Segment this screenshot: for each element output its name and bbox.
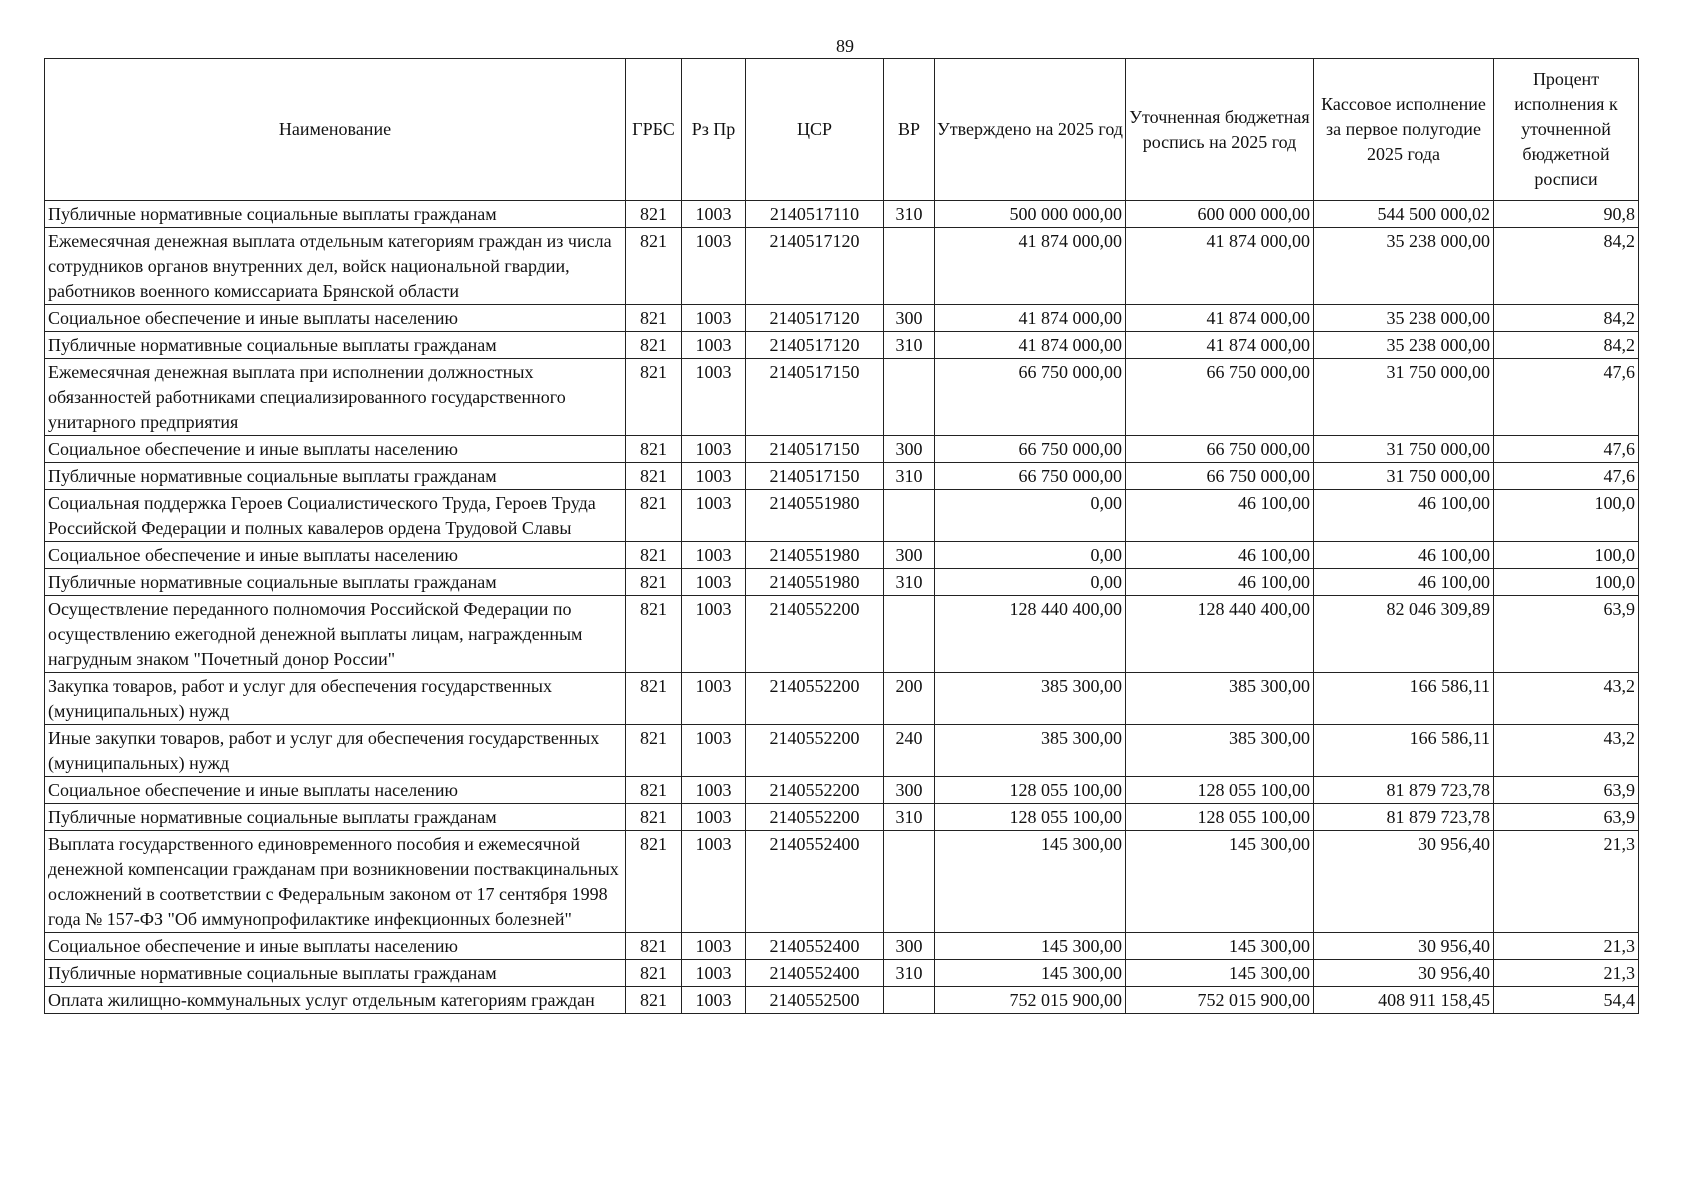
cell-cash: 46 100,00	[1314, 490, 1494, 542]
cell-percent: 21,3	[1494, 933, 1639, 960]
table-header	[45, 59, 1639, 201]
cell-csr: 2140552400	[746, 960, 884, 987]
cell-refined: 46 100,00	[1126, 490, 1314, 542]
cell-name: Выплата государственного единовременного пособия и ежемесячной денежной компенсации гражданам при возникновении поствакцинальных осложнений в соответствии с Федеральным законом от 17 сентября 1998 года № 157-ФЗ "Об иммунопрофилактике инфекционных болезней"	[45, 831, 626, 933]
cell-percent: 84,2	[1494, 228, 1639, 305]
header-row	[45, 59, 1639, 201]
cell-percent: 100,0	[1494, 542, 1639, 569]
cell-name: Социальное обеспечение и иные выплаты населению	[45, 777, 626, 804]
cell-rzpr: 1003	[682, 960, 746, 987]
cell-refined: 41 874 000,00	[1126, 228, 1314, 305]
cell-cash: 30 956,40	[1314, 960, 1494, 987]
cell-percent: 90,8	[1494, 201, 1639, 228]
cell-rzpr: 1003	[682, 596, 746, 673]
header-grbs: ГРБС	[626, 59, 682, 201]
cell-refined: 385 300,00	[1126, 673, 1314, 725]
cell-csr: 2140517150	[746, 359, 884, 436]
cell-vr	[884, 490, 935, 542]
cell-name: Публичные нормативные социальные выплаты гражданам	[45, 463, 626, 490]
header-cash: Кассовое исполнение за первое полугодие 2025 года	[1314, 59, 1494, 201]
cell-vr: 310	[884, 569, 935, 596]
cell-percent: 43,2	[1494, 725, 1639, 777]
cell-grbs: 821	[626, 201, 682, 228]
cell-approved: 145 300,00	[935, 960, 1126, 987]
cell-vr: 240	[884, 725, 935, 777]
cell-name: Оплата жилищно-коммунальных услуг отдельным категориям граждан	[45, 987, 626, 1014]
cell-grbs: 821	[626, 777, 682, 804]
cell-percent: 47,6	[1494, 359, 1639, 436]
cell-name: Ежемесячная денежная выплата отдельным категориям граждан из числа сотрудников органов внутренних дел, войск национальной гвардии, работников военного комиссариата Брянской области	[45, 228, 626, 305]
cell-cash: 46 100,00	[1314, 569, 1494, 596]
table-row	[45, 359, 1639, 436]
cell-approved: 128 055 100,00	[935, 777, 1126, 804]
cell-csr: 2140517120	[746, 332, 884, 359]
budget-table	[44, 58, 1639, 1014]
table-row	[45, 569, 1639, 596]
header-approved: Утверждено на 2025 год	[935, 59, 1126, 201]
cell-vr: 300	[884, 933, 935, 960]
header-name: Наименование	[45, 59, 626, 201]
cell-rzpr: 1003	[682, 201, 746, 228]
cell-vr: 300	[884, 436, 935, 463]
cell-rzpr: 1003	[682, 725, 746, 777]
cell-percent: 63,9	[1494, 777, 1639, 804]
cell-grbs: 821	[626, 933, 682, 960]
cell-refined: 66 750 000,00	[1126, 359, 1314, 436]
cell-name: Иные закупки товаров, работ и услуг для обеспечения государственных (муниципальных) нужд	[45, 725, 626, 777]
cell-approved: 66 750 000,00	[935, 359, 1126, 436]
cell-approved: 0,00	[935, 569, 1126, 596]
cell-cash: 35 238 000,00	[1314, 305, 1494, 332]
cell-cash: 408 911 158,45	[1314, 987, 1494, 1014]
table-row	[45, 596, 1639, 673]
cell-cash: 35 238 000,00	[1314, 228, 1494, 305]
cell-csr: 2140517120	[746, 228, 884, 305]
cell-vr	[884, 228, 935, 305]
table-row	[45, 201, 1639, 228]
cell-refined: 41 874 000,00	[1126, 332, 1314, 359]
cell-refined: 46 100,00	[1126, 569, 1314, 596]
table-row	[45, 542, 1639, 569]
cell-vr	[884, 359, 935, 436]
cell-name: Социальное обеспечение и иные выплаты населению	[45, 305, 626, 332]
cell-grbs: 821	[626, 228, 682, 305]
table-row	[45, 960, 1639, 987]
cell-grbs: 821	[626, 673, 682, 725]
cell-rzpr: 1003	[682, 987, 746, 1014]
cell-cash: 81 879 723,78	[1314, 804, 1494, 831]
cell-vr	[884, 831, 935, 933]
cell-rzpr: 1003	[682, 831, 746, 933]
table-row	[45, 777, 1639, 804]
cell-csr: 2140551980	[746, 542, 884, 569]
table-row	[45, 831, 1639, 933]
cell-cash: 31 750 000,00	[1314, 436, 1494, 463]
cell-grbs: 821	[626, 359, 682, 436]
cell-refined: 600 000 000,00	[1126, 201, 1314, 228]
table-row	[45, 436, 1639, 463]
cell-cash: 35 238 000,00	[1314, 332, 1494, 359]
cell-grbs: 821	[626, 569, 682, 596]
cell-approved: 41 874 000,00	[935, 305, 1126, 332]
table-row	[45, 673, 1639, 725]
cell-grbs: 821	[626, 831, 682, 933]
table-row	[45, 305, 1639, 332]
page-number: 89	[836, 36, 854, 56]
cell-csr: 2140552200	[746, 777, 884, 804]
cell-approved: 41 874 000,00	[935, 332, 1126, 359]
cell-grbs: 821	[626, 804, 682, 831]
cell-percent: 63,9	[1494, 596, 1639, 673]
cell-refined: 752 015 900,00	[1126, 987, 1314, 1014]
cell-rzpr: 1003	[682, 228, 746, 305]
cell-percent: 84,2	[1494, 332, 1639, 359]
cell-rzpr: 1003	[682, 305, 746, 332]
cell-rzpr: 1003	[682, 490, 746, 542]
cell-percent: 47,6	[1494, 436, 1639, 463]
cell-approved: 66 750 000,00	[935, 463, 1126, 490]
cell-vr: 310	[884, 463, 935, 490]
cell-csr: 2140552500	[746, 987, 884, 1014]
table-row	[45, 804, 1639, 831]
header-csr: ЦСР	[746, 59, 884, 201]
cell-rzpr: 1003	[682, 359, 746, 436]
cell-csr: 2140517150	[746, 436, 884, 463]
cell-vr: 300	[884, 777, 935, 804]
cell-rzpr: 1003	[682, 673, 746, 725]
cell-rzpr: 1003	[682, 542, 746, 569]
cell-refined: 66 750 000,00	[1126, 463, 1314, 490]
cell-approved: 752 015 900,00	[935, 987, 1126, 1014]
cell-refined: 128 055 100,00	[1126, 777, 1314, 804]
cell-grbs: 821	[626, 332, 682, 359]
cell-refined: 145 300,00	[1126, 933, 1314, 960]
cell-csr: 2140552200	[746, 673, 884, 725]
cell-percent: 43,2	[1494, 673, 1639, 725]
cell-refined: 41 874 000,00	[1126, 305, 1314, 332]
cell-approved: 66 750 000,00	[935, 436, 1126, 463]
header-rzpr: Рз Пр	[682, 59, 746, 201]
cell-csr: 2140517150	[746, 463, 884, 490]
table-row	[45, 987, 1639, 1014]
cell-percent: 21,3	[1494, 831, 1639, 933]
cell-name: Закупка товаров, работ и услуг для обеспечения государственных (муниципальных) нужд	[45, 673, 626, 725]
cell-refined: 46 100,00	[1126, 542, 1314, 569]
cell-cash: 81 879 723,78	[1314, 777, 1494, 804]
cell-vr: 300	[884, 542, 935, 569]
table-row	[45, 228, 1639, 305]
cell-approved: 0,00	[935, 490, 1126, 542]
cell-vr: 200	[884, 673, 935, 725]
cell-refined: 145 300,00	[1126, 960, 1314, 987]
cell-vr: 310	[884, 804, 935, 831]
cell-percent: 47,6	[1494, 463, 1639, 490]
cell-rzpr: 1003	[682, 777, 746, 804]
table-row	[45, 463, 1639, 490]
cell-grbs: 821	[626, 463, 682, 490]
table-row	[45, 725, 1639, 777]
cell-approved: 41 874 000,00	[935, 228, 1126, 305]
cell-approved: 128 440 400,00	[935, 596, 1126, 673]
cell-approved: 385 300,00	[935, 673, 1126, 725]
cell-cash: 166 586,11	[1314, 673, 1494, 725]
cell-percent: 84,2	[1494, 305, 1639, 332]
cell-refined: 145 300,00	[1126, 831, 1314, 933]
cell-rzpr: 1003	[682, 436, 746, 463]
cell-rzpr: 1003	[682, 332, 746, 359]
cell-grbs: 821	[626, 725, 682, 777]
cell-grbs: 821	[626, 960, 682, 987]
cell-cash: 31 750 000,00	[1314, 359, 1494, 436]
cell-percent: 100,0	[1494, 569, 1639, 596]
cell-cash: 46 100,00	[1314, 542, 1494, 569]
cell-vr: 310	[884, 201, 935, 228]
cell-grbs: 821	[626, 596, 682, 673]
table-row	[45, 332, 1639, 359]
cell-rzpr: 1003	[682, 569, 746, 596]
cell-percent: 21,3	[1494, 960, 1639, 987]
cell-refined: 66 750 000,00	[1126, 436, 1314, 463]
table-row	[45, 490, 1639, 542]
cell-csr: 2140551980	[746, 490, 884, 542]
table-row	[45, 933, 1639, 960]
cell-csr: 2140552200	[746, 596, 884, 673]
cell-approved: 145 300,00	[935, 933, 1126, 960]
cell-approved: 145 300,00	[935, 831, 1126, 933]
cell-rzpr: 1003	[682, 804, 746, 831]
cell-grbs: 821	[626, 305, 682, 332]
cell-refined: 128 055 100,00	[1126, 804, 1314, 831]
cell-name: Публичные нормативные социальные выплаты гражданам	[45, 332, 626, 359]
cell-percent: 54,4	[1494, 987, 1639, 1014]
cell-csr: 2140551980	[746, 569, 884, 596]
cell-vr	[884, 987, 935, 1014]
cell-csr: 2140517110	[746, 201, 884, 228]
cell-refined: 128 440 400,00	[1126, 596, 1314, 673]
cell-csr: 2140552200	[746, 804, 884, 831]
cell-approved: 500 000 000,00	[935, 201, 1126, 228]
cell-name: Публичные нормативные социальные выплаты гражданам	[45, 201, 626, 228]
cell-name: Социальное обеспечение и иные выплаты населению	[45, 933, 626, 960]
cell-cash: 544 500 000,02	[1314, 201, 1494, 228]
cell-name: Публичные нормативные социальные выплаты гражданам	[45, 569, 626, 596]
cell-cash: 166 586,11	[1314, 725, 1494, 777]
cell-csr: 2140552400	[746, 831, 884, 933]
cell-name: Публичные нормативные социальные выплаты гражданам	[45, 960, 626, 987]
cell-percent: 100,0	[1494, 490, 1639, 542]
header-vr: ВР	[884, 59, 935, 201]
cell-cash: 31 750 000,00	[1314, 463, 1494, 490]
cell-cash: 30 956,40	[1314, 831, 1494, 933]
cell-cash: 82 046 309,89	[1314, 596, 1494, 673]
cell-approved: 128 055 100,00	[935, 804, 1126, 831]
cell-vr: 310	[884, 960, 935, 987]
cell-grbs: 821	[626, 542, 682, 569]
cell-name: Ежемесячная денежная выплата при исполнении должностных обязанностей работниками специализированного государственного унитарного предприятия	[45, 359, 626, 436]
cell-grbs: 821	[626, 987, 682, 1014]
cell-name: Социальное обеспечение и иные выплаты населению	[45, 542, 626, 569]
cell-refined: 385 300,00	[1126, 725, 1314, 777]
cell-vr: 300	[884, 305, 935, 332]
cell-approved: 385 300,00	[935, 725, 1126, 777]
cell-csr: 2140517120	[746, 305, 884, 332]
cell-csr: 2140552200	[746, 725, 884, 777]
cell-cash: 30 956,40	[1314, 933, 1494, 960]
cell-percent: 63,9	[1494, 804, 1639, 831]
header-refined: Уточненная бюджетная роспись на 2025 год	[1126, 59, 1314, 201]
header-percent: Процент исполнения к уточненной бюджетной росписи	[1494, 59, 1639, 201]
cell-name: Публичные нормативные социальные выплаты гражданам	[45, 804, 626, 831]
cell-csr: 2140552400	[746, 933, 884, 960]
table-body	[45, 201, 1639, 1014]
cell-rzpr: 1003	[682, 463, 746, 490]
cell-name: Осуществление переданного полномочия Российской Федерации по осуществлению ежегодной денежной выплаты лицам, награжденным нагрудным знаком "Почетный донор России"	[45, 596, 626, 673]
cell-name: Социальная поддержка Героев Социалистического Труда, Героев Труда Российской Федерации и полных кавалеров ордена Трудовой Славы	[45, 490, 626, 542]
cell-vr: 310	[884, 332, 935, 359]
cell-approved: 0,00	[935, 542, 1126, 569]
cell-rzpr: 1003	[682, 933, 746, 960]
cell-grbs: 821	[626, 436, 682, 463]
cell-grbs: 821	[626, 490, 682, 542]
cell-vr	[884, 596, 935, 673]
cell-name: Социальное обеспечение и иные выплаты населению	[45, 436, 626, 463]
